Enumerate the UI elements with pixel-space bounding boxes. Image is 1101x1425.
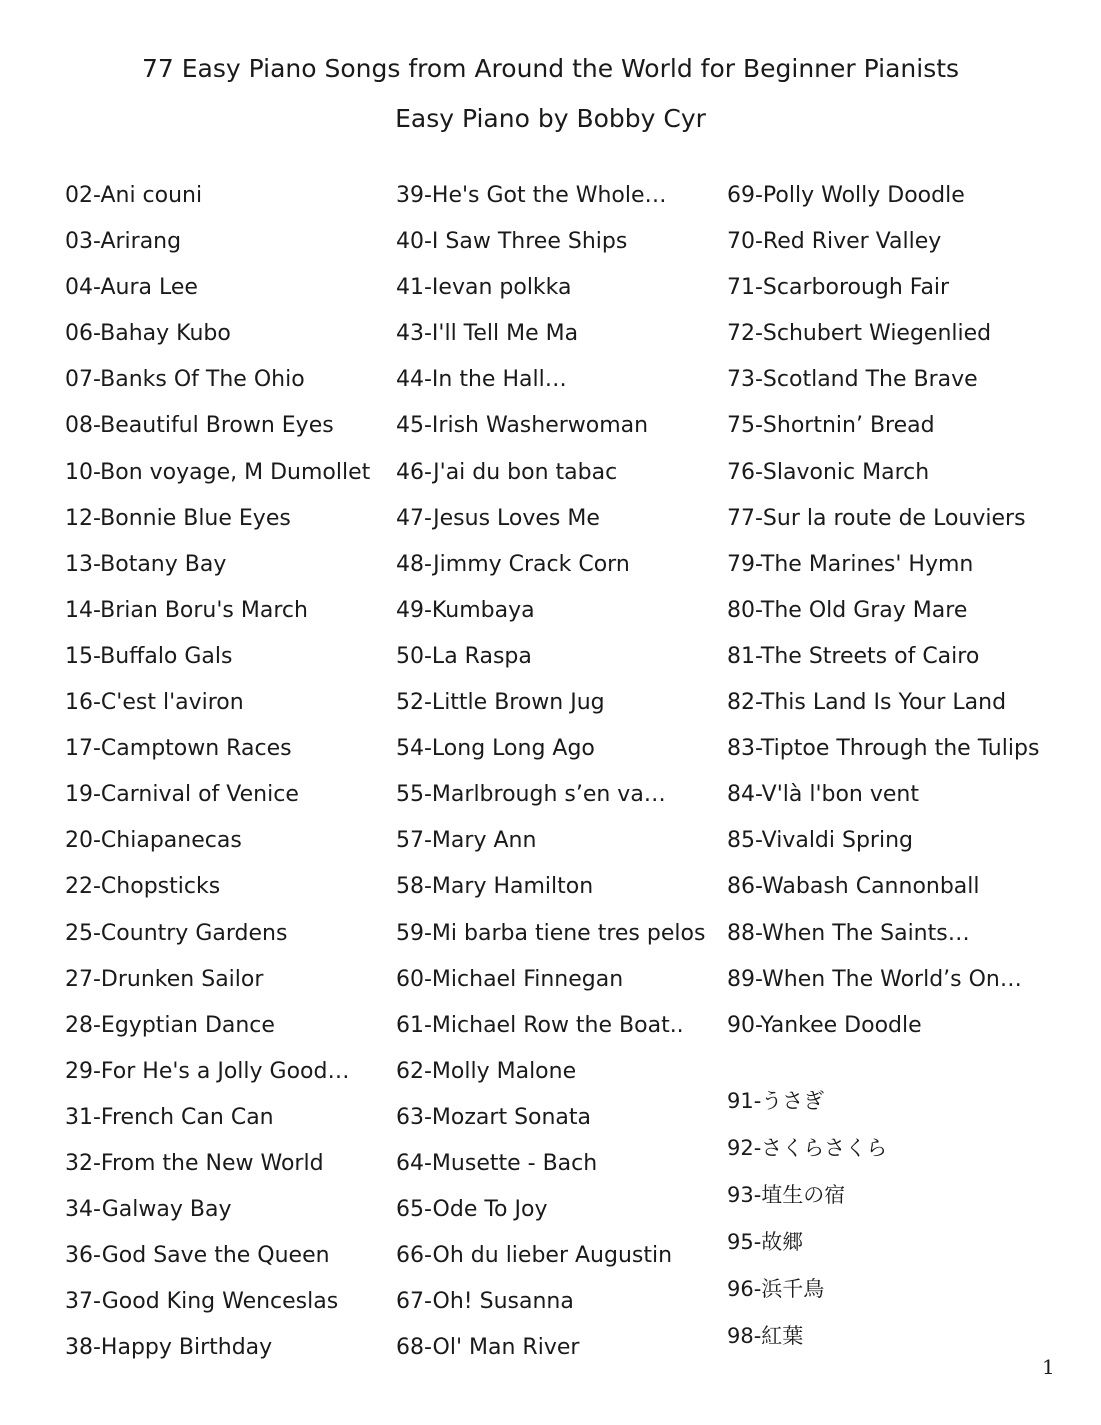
song-list-item: 70-Red River Valley — [727, 229, 942, 255]
page-number: 1 — [1042, 1355, 1055, 1379]
song-list-item: 58-Mary Hamilton — [396, 874, 594, 900]
song-list-item: 16-C'est l'aviron — [65, 690, 244, 716]
song-list-item: 47-Jesus Loves Me — [396, 505, 600, 531]
song-list-item: 36-God Save the Queen — [65, 1243, 330, 1269]
song-list-item: 04-Aura Lee — [65, 275, 198, 301]
song-list-item: 93-埴生の宿 — [727, 1183, 846, 1207]
song-list-item: 73-Scotland The Brave — [727, 367, 978, 393]
song-list-item: 81-The Streets of Cairo — [727, 643, 980, 669]
song-list-item: 60-Michael Finnegan — [396, 966, 624, 992]
song-list-item: 39-He's Got the Whole… — [396, 183, 667, 208]
song-list-item: 71-Scarborough Fair — [727, 275, 950, 301]
song-list-item: 41-Ievan polkka — [396, 275, 572, 301]
song-list-item: 10-Bon voyage, M Dumollet — [65, 459, 371, 485]
song-list-item: 12-Bonnie Blue Eyes — [65, 505, 291, 531]
song-list-item: 85-Vivaldi Spring — [727, 828, 914, 854]
song-list-item: 66-Oh du lieber Augustin — [396, 1243, 673, 1269]
song-list-item: 40-I Saw Three Ships — [396, 229, 628, 255]
song-list-item: 08-Beautiful Brown Eyes — [65, 413, 334, 439]
song-list-item: 91-うさぎ — [727, 1089, 825, 1113]
song-list-item: 84-V'là l'bon vent — [727, 782, 919, 808]
song-list-item: 76-Slavonic March — [727, 459, 930, 485]
song-list-item: 31-French Can Can — [65, 1104, 274, 1130]
song-list-item: 59-Mi barba tiene tres pelos — [396, 920, 706, 946]
song-list-item: 61-Michael Row the Boat.. — [396, 1012, 684, 1038]
song-list-item: 19-Carnival of Venice — [65, 782, 299, 808]
song-list-column-1 — [65, 177, 370, 1375]
page-title: 77 Easy Piano Songs from Around the World for Beginner Pianists — [141, 54, 960, 83]
song-list-item: 80-The Old Gray Mare — [727, 597, 968, 623]
song-list-item: 88-When The Saints… — [727, 920, 970, 946]
song-list-item: 82-This Land Is Your Land — [727, 690, 1007, 716]
song-list-item: 17-Camptown Races — [65, 736, 292, 762]
song-list-item: 02-Ani couni — [65, 183, 203, 208]
song-list-item: 89-When The World’s On… — [727, 966, 1022, 992]
song-list-column-3 — [727, 177, 1039, 1053]
song-list-item: 79-The Marines' Hymn — [727, 551, 974, 577]
song-list-item: 69-Polly Wolly Doodle — [727, 183, 965, 208]
song-list-item: 45-Irish Washerwoman — [396, 413, 649, 439]
song-list-item: 46-J'ai du bon tabac — [396, 459, 618, 485]
song-list-item: 43-I'll Tell Me Ma — [396, 321, 579, 347]
song-list-item: 28-Egyptian Dance — [65, 1012, 275, 1038]
song-list-item: 48-Jimmy Crack Corn — [396, 551, 630, 577]
song-list-item: 95-故郷 — [727, 1230, 804, 1254]
song-list-item: 57-Mary Ann — [396, 828, 537, 854]
song-list-item: 34-Galway Bay — [65, 1197, 232, 1223]
song-list-item: 07-Banks Of The Ohio — [65, 367, 305, 393]
song-list-item: 65-Ode To Joy — [396, 1197, 548, 1223]
song-list-item: 50-La Raspa — [396, 643, 532, 669]
song-list-item: 25-Country Gardens — [65, 920, 288, 946]
song-list-item: 03-Arirang — [65, 229, 182, 255]
song-list-item: 13-Botany Bay — [65, 551, 227, 577]
song-list-item: 22-Chopsticks — [65, 874, 221, 900]
song-list-item: 98-紅葉 — [727, 1324, 804, 1348]
song-list-item: 72-Schubert Wiegenlied — [727, 321, 992, 347]
song-list-item: 90-Yankee Doodle — [727, 1012, 922, 1038]
song-list-item: 83-Tiptoe Through the Tulips — [727, 736, 1040, 762]
song-list-item: 68-Ol' Man River — [396, 1335, 580, 1361]
song-list-item: 32-From the New World — [65, 1150, 324, 1176]
song-list-item: 29-For He's a Jolly Good… — [65, 1058, 350, 1084]
song-list-item: 67-Oh! Susanna — [396, 1289, 574, 1315]
song-list-item: 14-Brian Boru's March — [65, 597, 308, 623]
song-list-item: 20-Chiapanecas — [65, 828, 242, 854]
song-list-item: 96-浜千鳥 — [727, 1277, 825, 1301]
song-list-item: 63-Mozart Sonata — [396, 1104, 592, 1130]
song-list-item: 06-Bahay Kubo — [65, 321, 231, 347]
song-list-item: 37-Good King Wenceslas — [65, 1289, 339, 1315]
song-list-item: 54-Long Long Ago — [396, 736, 595, 762]
song-list-item: 55-Marlbrough s’en va… — [396, 782, 666, 808]
song-list-item: 27-Drunken Sailor — [65, 966, 264, 992]
song-list-item: 49-Kumbaya — [396, 597, 535, 623]
song-list-item: 38-Happy Birthday — [65, 1335, 273, 1361]
song-list-item: 62-Molly Malone — [396, 1058, 577, 1084]
song-list-item: 86-Wabash Cannonball — [727, 874, 980, 900]
song-list-item: 77-Sur la route de Louviers — [727, 505, 1026, 531]
song-list-column-2 — [396, 177, 705, 1375]
song-list-item: 52-Little Brown Jug — [396, 690, 605, 716]
song-list-item: 44-In the Hall… — [396, 367, 567, 393]
song-list-item: 64-Musette - Bach — [396, 1150, 598, 1176]
page-subtitle: Easy Piano by Bobby Cyr — [395, 104, 706, 133]
song-list-item: 92-さくらさくら — [727, 1136, 888, 1160]
song-list-item: 75-Shortnin’ Bread — [727, 413, 935, 439]
song-list-item: 15-Buffalo Gals — [65, 643, 233, 669]
song-list-column-3-japanese — [727, 1083, 887, 1365]
